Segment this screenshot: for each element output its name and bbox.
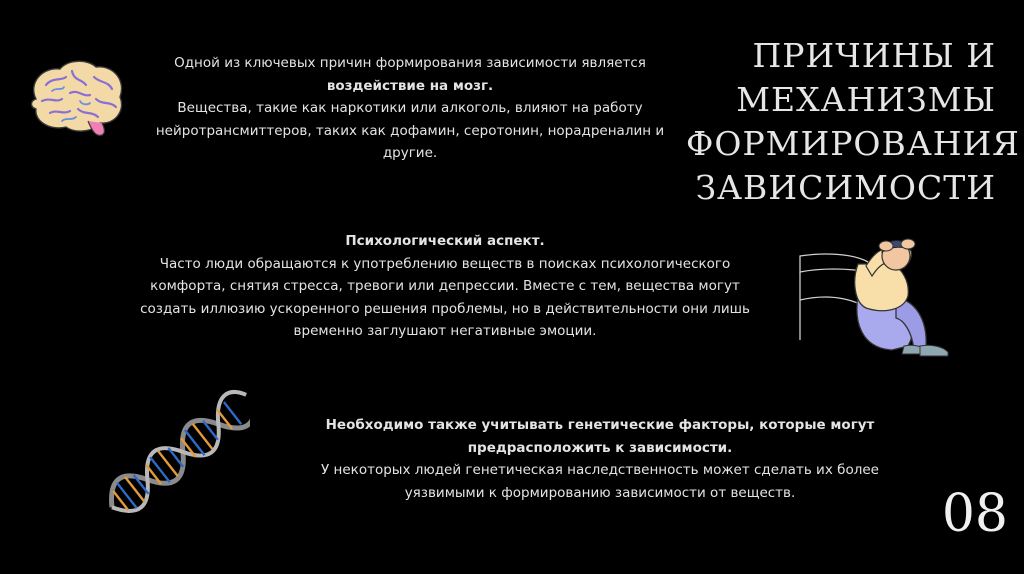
- psychological-heading: Психологический аспект.: [345, 233, 545, 249]
- brain-icon: [22, 55, 127, 140]
- slide-title: [686, 34, 1020, 210]
- genetic-body-text: У некоторых людей генетическая наследственность может сделать их более уязвимыми к формированию зависимости от веществ.: [321, 462, 879, 501]
- dna-icon: [100, 388, 250, 528]
- brain-bold-text: воздействие на мозг.: [326, 77, 494, 94]
- stressed-person-icon: [796, 228, 961, 363]
- brain-body-text: Вещества, такие как наркотики или алкоголь, влияют на работу нейротрансмиттеров, таких как дофамин, серотонин, норадреналин и другие.: [155, 100, 665, 161]
- genetic-bold-text: Необходимо также учитывать генетические факторы, которые могут предрасположить к зависимости.: [325, 417, 875, 456]
- psychological-block: [135, 230, 755, 343]
- brain-intro-text: Одной из ключевых причин формирования зависимости является: [174, 55, 646, 71]
- title-line-1: ПРИЧИНЫ И: [752, 36, 996, 75]
- genetic-block: [290, 414, 910, 504]
- brain-cause-block: [140, 52, 680, 165]
- title-line-2: МЕХАНИЗМЫ: [736, 80, 996, 119]
- title-line-4: ЗАВИСИМОСТИ: [695, 168, 996, 207]
- psychological-body: Часто люди обращаются к употреблению веществ в поисках психологического комфорта, снятия стресса, тревоги или депрессии. Вместе с тем, вещества могут создать иллюзию ускоренного решения проблемы, но в действительности они лишь временно заглушают негативные эмоции.: [140, 255, 750, 339]
- slide-number: 08: [941, 484, 1008, 544]
- title-line-3: ФОРМИРОВАНИЯ: [686, 124, 1020, 163]
